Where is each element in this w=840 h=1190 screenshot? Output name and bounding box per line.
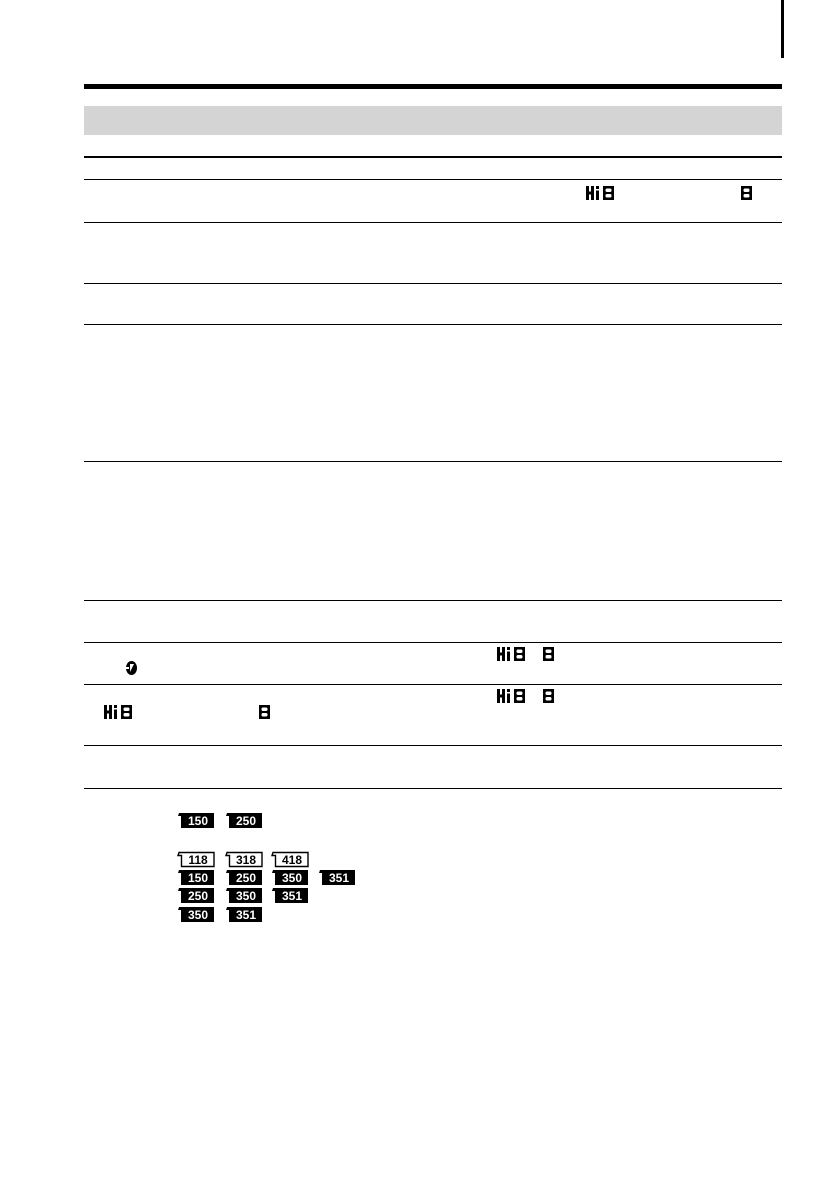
model-number: 318 <box>235 853 257 867</box>
model-badge <box>177 812 216 829</box>
hi8-format-icon <box>497 689 531 703</box>
model-badge <box>225 869 264 886</box>
ntsc-playback-icon <box>126 661 137 675</box>
model-badge <box>225 851 264 868</box>
table-row-divider <box>84 684 782 685</box>
model-badge <box>177 851 216 868</box>
title-rule <box>84 84 782 89</box>
page-edge-mark <box>781 0 784 58</box>
video8-format-icon <box>741 186 752 200</box>
section-heading-band <box>84 106 782 135</box>
table-row-divider <box>84 283 782 284</box>
model-number: 118 <box>188 853 208 867</box>
table-row-divider <box>84 222 782 223</box>
model-number: 250 <box>187 889 209 903</box>
model-badge <box>225 906 264 923</box>
hi8-format-icon <box>497 647 531 661</box>
table-row-divider <box>84 600 782 601</box>
table-row-divider <box>84 745 782 746</box>
model-badge <box>177 869 216 886</box>
model-number: 418 <box>281 853 303 867</box>
hi8-format-icon <box>586 186 620 200</box>
table-header-rule <box>84 156 782 158</box>
model-badge <box>271 887 310 904</box>
model-number: 350 <box>187 908 209 922</box>
table-row-divider <box>84 179 782 180</box>
table-row-divider <box>84 788 782 789</box>
model-number: 351 <box>328 871 350 885</box>
model-number: 351 <box>235 908 257 922</box>
model-badge <box>318 869 357 886</box>
hi8-format-icon <box>104 705 138 719</box>
model-number: 150 <box>187 871 209 885</box>
model-number: 250 <box>235 814 257 828</box>
model-number: 250 <box>235 871 257 885</box>
model-badge <box>225 887 264 904</box>
table-row-divider <box>84 461 782 462</box>
model-badge <box>177 887 216 904</box>
table-row-divider <box>84 642 782 643</box>
model-badge <box>225 812 264 829</box>
model-number: 350 <box>235 889 257 903</box>
model-number: 350 <box>281 871 303 885</box>
video8-format-icon <box>543 689 554 703</box>
model-badge <box>271 869 310 886</box>
video8-format-icon <box>543 647 554 661</box>
table-row-divider <box>84 324 782 325</box>
model-badge <box>177 906 216 923</box>
model-badge <box>271 851 310 868</box>
video8-format-icon <box>259 705 270 719</box>
model-number: 351 <box>281 889 303 903</box>
model-number: 150 <box>187 814 209 828</box>
